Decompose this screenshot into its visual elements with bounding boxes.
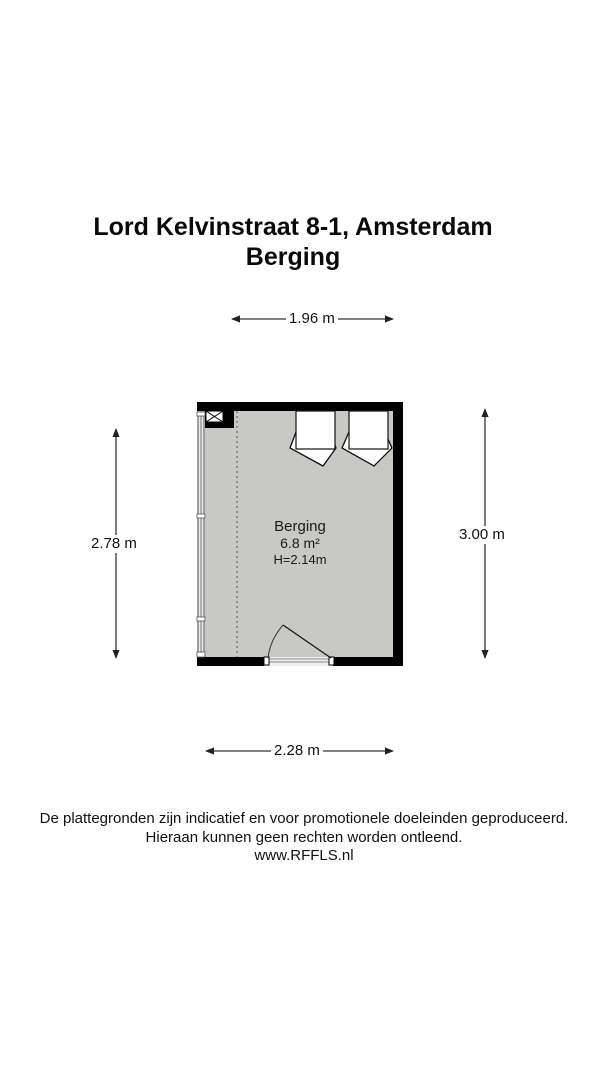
plan-title-floor: Berging <box>245 243 341 271</box>
disclaimer-line-1: De plattegronden zijn indicatief en voor promotionele doeleinden geproduceerd. <box>39 810 569 827</box>
room-name-label: Berging <box>274 518 326 535</box>
left-window-wall <box>197 411 205 657</box>
plan-title-address: Lord Kelvinstraat 8-1, Amsterdam <box>93 213 493 241</box>
dimension-label-left: 2.78 m <box>88 535 140 553</box>
dimension-label-top: 1.96 m <box>286 310 338 328</box>
disclaimer-line-2: Hieraan kunnen geen rechten worden ontleend. <box>145 829 463 846</box>
room-area-label: 6.8 m² <box>280 535 320 551</box>
room-height-label: H=2.14m <box>273 552 327 567</box>
shaft-icon <box>206 411 223 422</box>
dimension-label-right: 3.00 m <box>456 526 508 544</box>
website-link[interactable]: www.RFFLS.nl <box>254 847 354 864</box>
dimension-label-bottom: 2.28 m <box>271 742 323 760</box>
